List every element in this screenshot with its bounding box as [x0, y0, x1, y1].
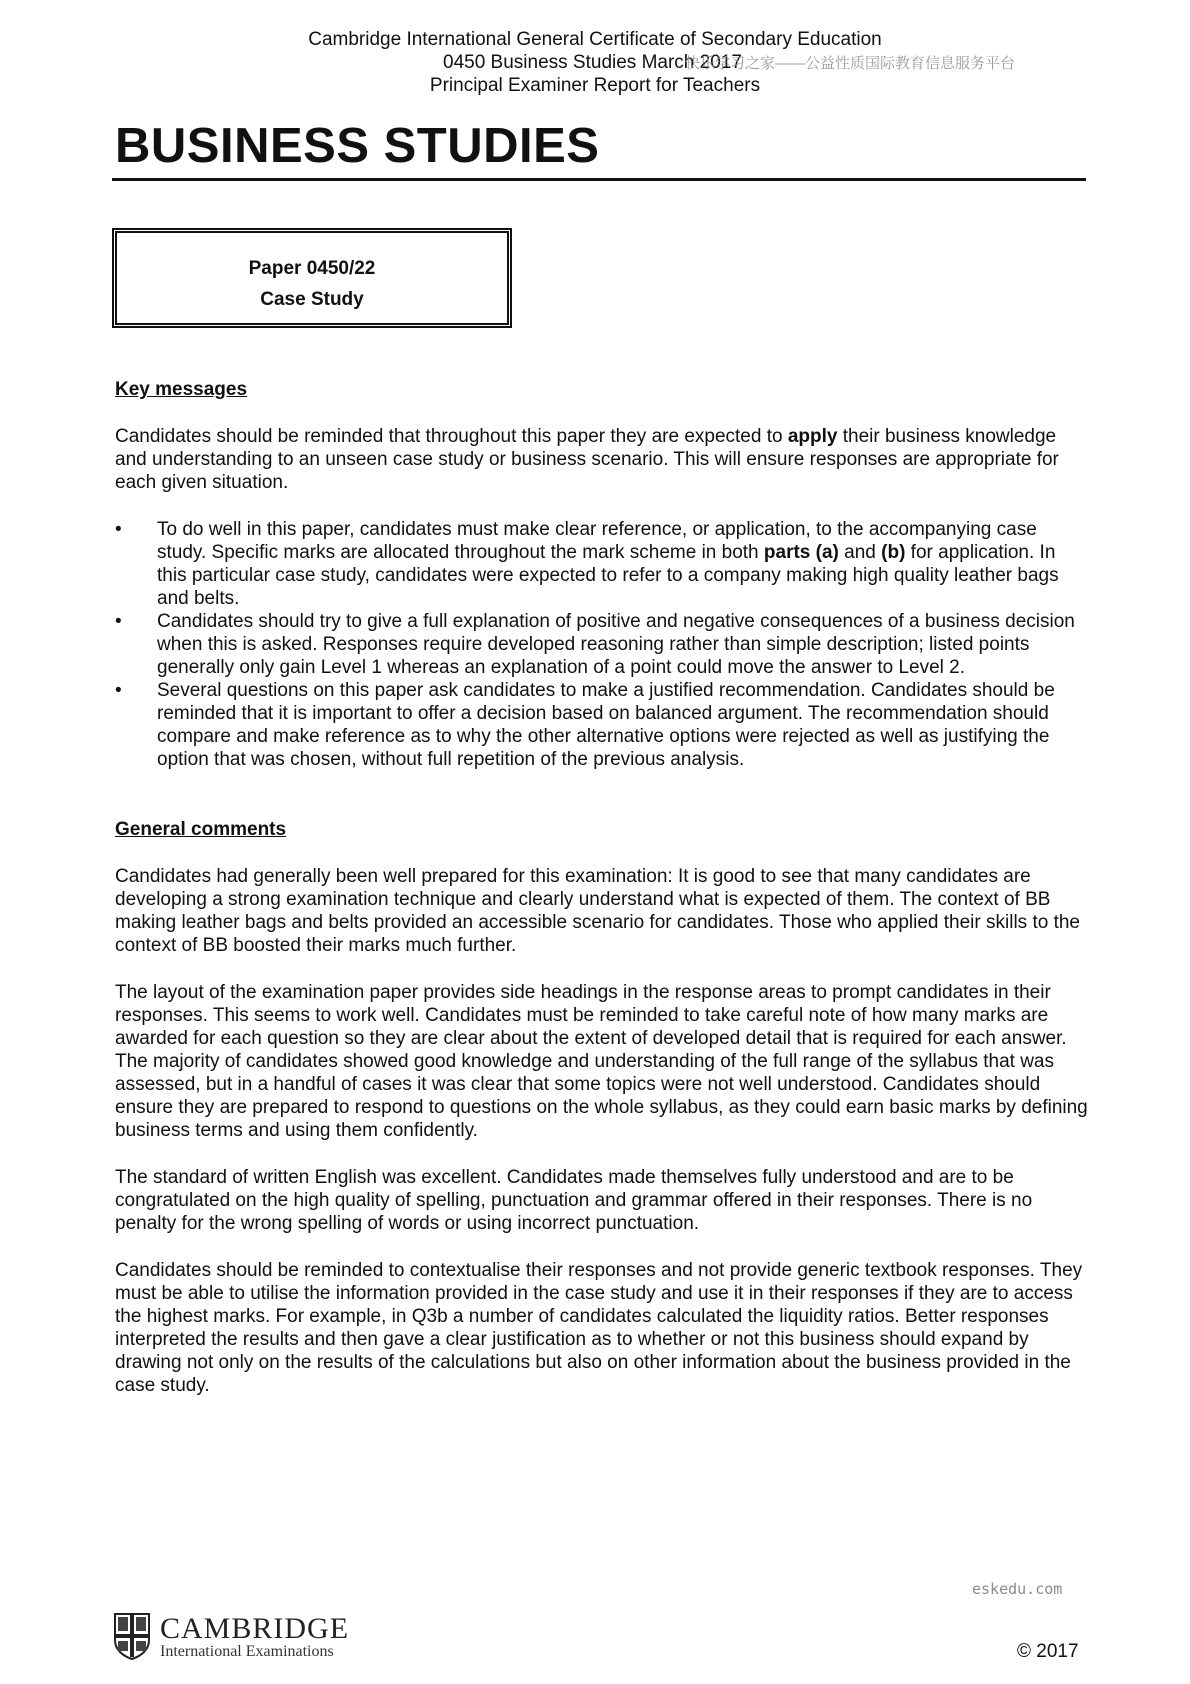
intro-bold: apply	[787, 426, 838, 447]
list-item	[115, 610, 1090, 679]
intro-text-2: their business knowledge and understanding to an unseen case study or business scenario. This will ensure responses are appropriate for each given situation.	[115, 426, 1059, 493]
report-body	[115, 378, 1090, 1397]
list-item	[115, 679, 1090, 771]
page-header	[0, 28, 1190, 97]
header-watermark: 快乐学习之家——公益性质国际教育信息服务平台	[685, 55, 1016, 72]
bullet1-bold-a: parts (a)	[763, 542, 839, 563]
bullet2-text: Candidates should try to give a full explanation of positive and negative consequences of a business decision when this is asked. Responses require developed reasoning rather than simple description; listed points generally only gain Level 1 whereas an explanation of a point could move the answer to Level 2.	[157, 611, 1075, 678]
logo-name: CAMBRIDGE	[160, 1612, 350, 1645]
bullet1-text-e: for application. In this particular case study, candidates were expected to refer to a company making high quality leather bags and belts.	[157, 542, 1059, 609]
header-line-2: 0450 Business Studies March 2017	[443, 52, 742, 73]
bullet-icon: •	[115, 519, 122, 540]
general-comments-paragraph-3: The standard of written English was excellent. Candidates made themselves fully understood and are to be congratulated on the high quality of spelling, punctuation and grammar offered in their responses. There is no penalty for the wrong spelling of words or using incorrect punctuation.	[115, 1167, 1033, 1234]
bullet-icon: •	[115, 611, 122, 632]
paper-box	[112, 228, 512, 328]
bullet1-text-a: To do well in this paper, candidates must make clear reference, or application, to the accompanying case study. Specific marks are allocated throughout the mark scheme in both	[157, 519, 1037, 563]
key-messages-heading: Key messages	[115, 379, 248, 400]
intro-text-1: Candidates should be reminded that throughout this paper they are expected to	[115, 426, 788, 447]
header-line-1: Cambridge International General Certificate of Secondary Education	[308, 29, 882, 50]
general-comments-heading: General comments	[115, 819, 287, 840]
header-line-3: Principal Examiner Report for Teachers	[429, 75, 761, 96]
paper-type: Case Study	[260, 289, 364, 310]
bullet-icon: •	[115, 680, 122, 701]
title-divider	[112, 178, 1086, 181]
bullet3-text: Several questions on this paper ask candidates to make a justified recommendation. Candidates should be reminded that it is important to offer a decision based on balanced argument. The recommendation should compare and make reference as to why the other alternative options were rejected as well as justifying the option that was chosen, without full repetition of the previous analysis.	[157, 680, 1055, 770]
cambridge-logo	[113, 1612, 353, 1662]
general-comments-paragraph-1: Candidates had generally been well prepared for this examination: It is good to see that many candidates are developing a strong examination technique and clearly understand what is expected of them. The context of BB making leather bags and belts provided an accessible scenario for candidates. Those who applied their skills to the context of BB boosted their marks much further.	[115, 866, 1080, 956]
key-messages-intro	[115, 425, 1090, 494]
general-comments-paragraph-4: Candidates should be reminded to contextualise their responses and not provide generic textbook responses. They must be able to utilise the information provided in the case study and use it in their responses if they are to access the highest marks. For example, in Q3b a number of candidates calculated the liquidity ratios. Better responses interpreted the results and then gave a clear justification as to whether or not this business should expand by drawing not only on the results of the calculations but also on other information about the business provided in the case study.	[115, 1260, 1083, 1396]
copyright: © 2017	[1017, 1641, 1079, 1662]
page-title: BUSINESS STUDIES	[115, 119, 600, 173]
bullet1-text-c: and	[838, 542, 882, 563]
key-messages-list	[115, 518, 1090, 771]
logo-subtitle: International Examinations	[160, 1643, 334, 1660]
paper-number: Paper 0450/22	[248, 258, 376, 279]
footer-watermark: eskedu.com	[972, 1580, 1063, 1598]
list-item	[115, 518, 1090, 610]
crest-icon	[113, 1612, 151, 1660]
bullet1-bold-b: (b)	[881, 542, 906, 563]
general-comments-paragraph-2: The layout of the examination paper provides side headings in the response areas to prompt candidates in their responses. This seems to work well. Candidates must be reminded to take careful note of how many marks are awarded for each question so they are clear about the extent of developed detail that is required for each answer. The majority of candidates showed good knowledge and understanding of the full range of the syllabus that was assessed, but in a handful of cases it was clear that some topics were not well understood. Candidates should ensure they are prepared to respond to questions on the whole syllabus, as they could earn basic marks by defining business terms and using them confidently.	[115, 982, 1088, 1141]
